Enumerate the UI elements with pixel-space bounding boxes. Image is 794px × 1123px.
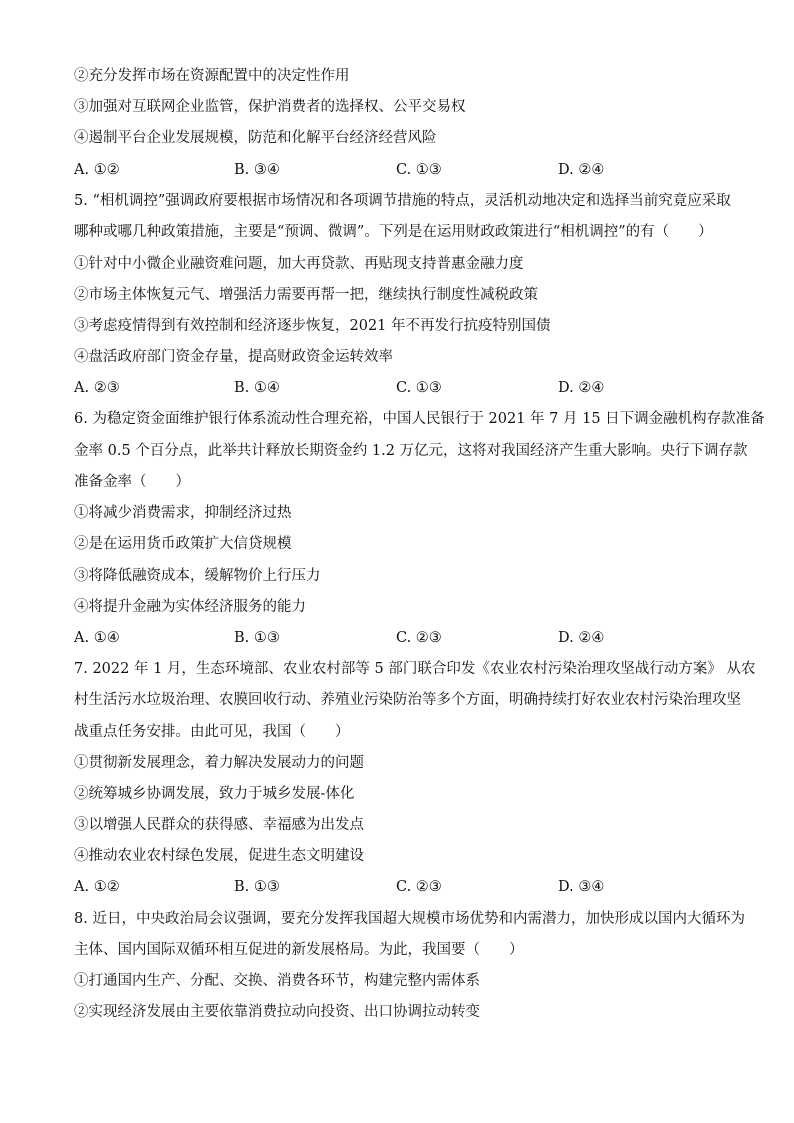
q4-option-a: A. ①②: [74, 162, 120, 178]
q6-options: [74, 628, 734, 648]
q4-option-c: C. ①③: [396, 162, 442, 178]
q5-option-c: C. ①③: [396, 380, 442, 396]
q4-option-d: D. ②④: [558, 162, 605, 178]
q7-options: [74, 877, 734, 897]
q7-choice-1: ①贯彻新发展理念，着力解决发展动力的问题: [74, 755, 364, 771]
q7-option-c: C. ②③: [396, 879, 442, 895]
q5-options: [74, 378, 734, 398]
q6-choice-4: ④将提升金融为实体经济服务的能力: [74, 599, 306, 615]
q5-option-d: D. ②④: [558, 380, 605, 396]
q6-stem-line-2: 金率 0.5 个百分点，此举共计释放长期资金约 1.2 万亿元，这将对我国经济产生重大影响。央行下调存款: [74, 443, 748, 459]
q5-stem-line-1: 5. “相机调控”强调政府要根据市场情况和各项调节措施的特点，灵活机动地决定和选择当前究竟应采取: [74, 193, 731, 209]
q8-stem-line-1: 8. 近日，中央政治局会议强调，要充分发挥我国超大规模市场优势和内需潜力，加快形成以国内大循环为: [74, 911, 745, 927]
q4-choice-4: ④遏制平台企业发展规模，防范和化解平台经济经营风险: [74, 130, 437, 146]
q4-options: [74, 160, 734, 180]
q5-option-b: B. ①④: [234, 380, 280, 396]
q8-choice-2: ②实现经济发展由主要依靠消费拉动向投资、出口协调拉动转变: [74, 1004, 480, 1020]
q6-choice-2: ②是在运用货币政策扩大信贷规模: [74, 536, 292, 552]
q4-option-b: B. ③④: [234, 162, 280, 178]
q4-choice-3: ③加强对互联网企业监管，保护消费者的选择权、公平交易权: [74, 99, 466, 115]
q7-option-a: A. ①②: [74, 879, 120, 895]
q7-choice-3: ③以增强人民群众的获得感、幸福感为出发点: [74, 817, 364, 833]
q6-option-d: D. ②④: [558, 630, 605, 646]
q5-choice-4: ④盘活政府部门资金存量，提高财政资金运转效率: [74, 349, 393, 365]
q8-choice-1: ①打通国内生产、分配、交换、消费各环节，构建完整内需体系: [74, 973, 480, 989]
q5-option-a: A. ②③: [74, 380, 120, 396]
q6-stem-line-1: 6. 为稳定资金面维护银行体系流动性合理充裕，中国人民银行于 2021 年 7 月 15 日下调金融机构存款准备: [74, 411, 765, 427]
q4-choice-2: ②充分发挥市场在资源配置中的决定性作用: [74, 68, 350, 84]
q7-choice-2: ②统筹城乡协调发展，致力于城乡发展-体化: [74, 786, 355, 802]
q7-stem-line-2: 村生活污水垃圾治理、农膜回收行动、养殖业污染防治等多个方面，明确持续打好农业农村污染治理攻坚: [74, 692, 741, 708]
q5-choice-2: ②市场主体恢复元气、增强活力需要再帮一把，继续执行制度性减税政策: [74, 287, 538, 303]
q7-option-d: D. ③④: [558, 879, 605, 895]
q6-option-c: C. ②③: [396, 630, 442, 646]
q5-choice-1: ①针对中小微企业融资难问题，加大再贷款、再贴现支持普惠金融力度: [74, 256, 524, 272]
q5-stem-line-2: 哪种或哪几种政策措施，主要是“预调、微调”。下列是在运用财政政策进行“相机调控”的有（ ）: [74, 224, 713, 240]
q6-choice-3: ③将降低融资成本，缓解物价上行压力: [74, 568, 321, 584]
q8-stem-line-2: 主体、国内国际双循环相互促进的新发展格局。为此，我国要（ ）: [74, 942, 524, 958]
q7-option-b: B. ①③: [234, 879, 280, 895]
q5-choice-3: ③考虑疫情得到有效控制和经济逐步恢复，2021 年不再发行抗疫特别国债: [74, 318, 551, 334]
q7-stem-line-3: 战重点任务安排。由此可见，我国（ ）: [74, 724, 350, 740]
q7-choice-4: ④推动农业农村绿色发展，促进生态文明建设: [74, 848, 364, 864]
q6-option-a: A. ①④: [74, 630, 120, 646]
q6-stem-line-3: 准备金率（ ）: [74, 474, 190, 490]
q6-option-b: B. ①③: [234, 630, 280, 646]
q7-stem-line-1: 7. 2022 年 1 月，生态环境部、农业农村部等 5 部门联合印发《农业农村污染治理攻坚战行动方案》 从农: [74, 661, 756, 677]
q6-choice-1: ①将减少消费需求，抑制经济过热: [74, 505, 292, 521]
